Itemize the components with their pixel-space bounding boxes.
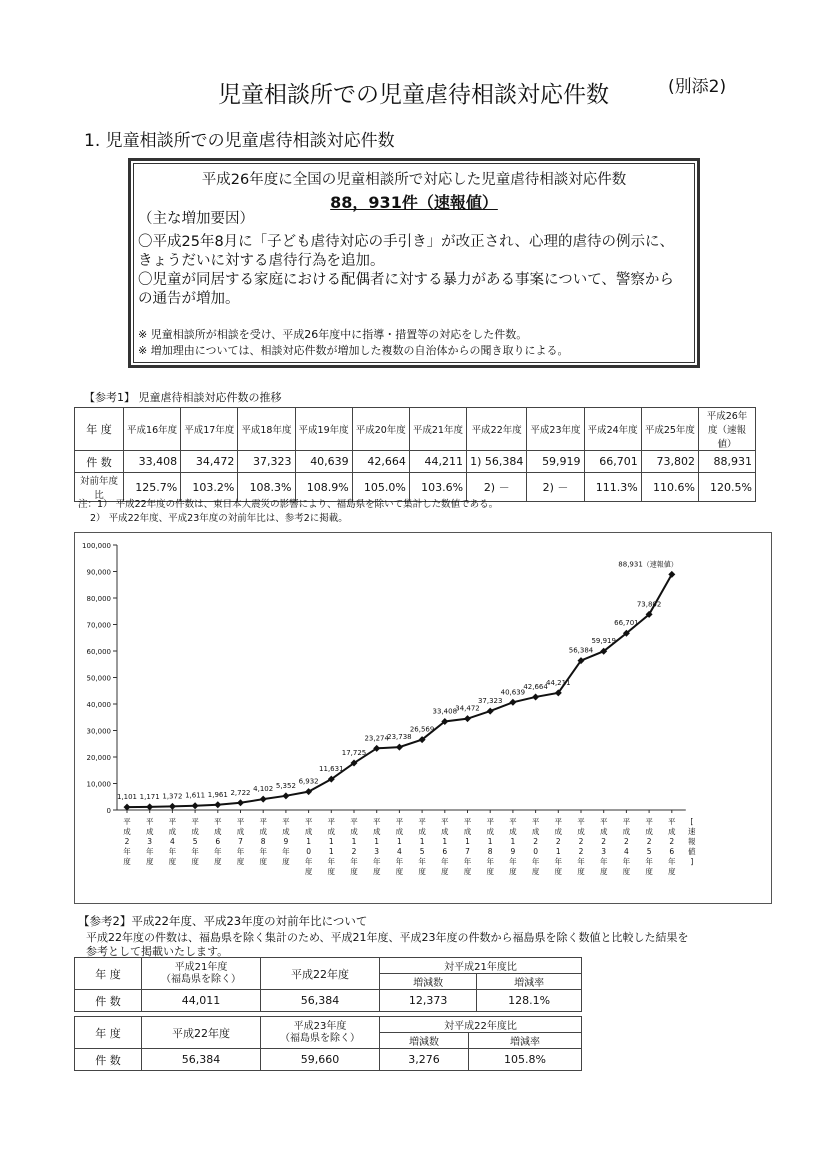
x-tick-label: 平成 1 4 年度 xyxy=(395,817,404,876)
table-cell: 40,639 xyxy=(295,451,352,473)
data-label: 6,932 xyxy=(298,777,319,786)
data-point xyxy=(260,796,267,803)
x-tick-label: 平成 1 0 年度 xyxy=(304,817,313,876)
y-tick-label: 90,000 xyxy=(86,568,111,577)
x-tick-label: 平成 9 年度 xyxy=(282,817,290,866)
x-tick-label: 平成 4 年度 xyxy=(168,817,177,866)
data-point xyxy=(487,708,494,715)
table-cell: 128.1% xyxy=(477,990,582,1012)
data-label: 42,664 xyxy=(523,682,548,691)
table-cell: 111.3% xyxy=(584,473,641,502)
table-header: 平成19年度 xyxy=(295,408,352,451)
table-header: 平成22年度 xyxy=(142,1017,261,1049)
data-point xyxy=(169,803,176,810)
ref2-text-1: 平成22年度の件数は、福島県を除く集計のため、平成21年度、平成23年度の件数から福島県を除く数値と比較した結果を xyxy=(86,931,689,944)
y-tick-label: 60,000 xyxy=(86,648,111,656)
table-cell: 108.3% xyxy=(238,473,295,502)
box-note-1: ※ 児童相談所が相談を受け、平成26年度中に指導・措置等の対応をした件数。 xyxy=(138,328,528,341)
x-tick-label: 平成 2 2 年度 xyxy=(577,817,585,876)
table-header: 増減数 xyxy=(380,974,477,990)
table-cell: 2) － xyxy=(527,473,584,502)
trend-table xyxy=(74,407,756,502)
table-row xyxy=(75,1017,582,1033)
data-label: 23,738 xyxy=(387,733,412,742)
data-point xyxy=(509,699,516,706)
table-cell: 59,919 xyxy=(527,451,584,473)
line-chart xyxy=(75,533,771,903)
y-tick-label: 80,000 xyxy=(86,595,111,603)
table-cell: 66,701 xyxy=(584,451,641,473)
data-label: 66,701 xyxy=(614,619,639,628)
data-label: 73,802 xyxy=(636,600,662,609)
table-cell: 110.6% xyxy=(641,473,698,502)
x-tick-label: 平成 1 9 年度 xyxy=(509,817,517,876)
table-header: 平成23年度 xyxy=(293,1020,347,1032)
x-tick-label: 平成 1 1 年度 xyxy=(327,817,336,876)
table-header: 平成22年度 xyxy=(467,408,527,451)
table-cell: 108.9% xyxy=(295,473,352,502)
table-cell: 105.0% xyxy=(352,473,409,502)
data-point xyxy=(464,715,471,722)
y-tick-label: 30,000 xyxy=(86,727,111,736)
summary-heading: 平成26年度に全国の児童相談所で対応した児童虐待相談対応件数 xyxy=(201,172,627,188)
data-point xyxy=(282,792,289,799)
table-cell: 12,373 xyxy=(380,990,477,1012)
data-label: 37,323 xyxy=(477,697,503,706)
table-header: 増減率 xyxy=(468,1033,581,1049)
table-cell: 56,384 xyxy=(142,1049,261,1071)
table-header: 平成21年度 xyxy=(409,408,466,451)
x-tick-label: 平成 2 年度 xyxy=(123,817,131,866)
table-row xyxy=(75,990,582,1012)
data-label: 33,408 xyxy=(432,707,458,716)
data-label: 88,931（速報値） xyxy=(618,560,678,569)
x-tick-extra: [速報値] xyxy=(688,817,696,866)
data-label: 34,472 xyxy=(455,704,480,713)
table-header: 平成17年度 xyxy=(181,408,238,451)
x-tick-label: 平成 2 1 年度 xyxy=(554,817,563,876)
table-header: （福島県を除く） xyxy=(161,973,241,985)
y-tick-label: 70,000 xyxy=(86,621,111,630)
series-line xyxy=(127,574,672,807)
table-header: 平成16年度 xyxy=(124,408,181,451)
table-cell: 34,472 xyxy=(181,451,238,473)
y-tick-label: 100,000 xyxy=(82,542,111,550)
ref1-title: 【参考1】 児童虐待相談対応件数の推移 xyxy=(84,391,282,404)
table-header: 増減数 xyxy=(380,1033,469,1049)
table-cell: 120.5% xyxy=(699,473,756,502)
x-tick-label: 平成 1 8 年度 xyxy=(486,817,494,876)
table-header: 平成26年度（速報値） xyxy=(699,408,756,451)
data-point xyxy=(192,802,199,809)
x-tick-label: 平成 2 4 年度 xyxy=(622,817,631,876)
row-label: 件 数 xyxy=(75,451,124,473)
table-cell: 105.8% xyxy=(468,1049,581,1071)
data-point xyxy=(214,801,221,808)
x-tick-label: 平成 1 2 年度 xyxy=(350,817,358,876)
table-cell: 59,660 xyxy=(261,1049,380,1071)
data-label: 26,569 xyxy=(409,725,435,734)
x-tick-label: 平成 3 年度 xyxy=(145,817,154,866)
table-header: 平成20年度 xyxy=(352,408,409,451)
data-label: 2,722 xyxy=(230,788,251,797)
data-label: 1,101 xyxy=(116,793,138,802)
table-header: 対平成21年度比 xyxy=(380,958,582,974)
data-label: 17,725 xyxy=(341,749,367,758)
table-cell: 44,011 xyxy=(142,990,261,1012)
table-header: 平成24年度 xyxy=(584,408,641,451)
table-row xyxy=(75,958,582,974)
x-tick-label: 平成 5 年度 xyxy=(191,817,199,866)
data-label: 1,611 xyxy=(185,791,206,800)
x-tick-label: 平成 2 5 年度 xyxy=(645,817,653,876)
x-tick-label: 平成 2 6 年度 xyxy=(668,817,676,876)
x-tick-label: 平成 1 6 年度 xyxy=(441,817,449,876)
row-label: 件 数 xyxy=(75,990,142,1012)
table-row xyxy=(75,1049,582,1071)
table-header: 平成22年度 xyxy=(261,958,380,990)
table-header: 平成23年度 xyxy=(527,408,584,451)
y-tick-label: 40,000 xyxy=(86,701,111,709)
table-cell: 2) － xyxy=(467,473,527,502)
summary-box xyxy=(128,158,700,368)
y-tick-label: 0 xyxy=(106,807,111,815)
data-point xyxy=(532,693,539,700)
y-tick-label: 20,000 xyxy=(86,754,111,762)
table-cell: 56,384 xyxy=(261,990,380,1012)
y-tick-label: 10,000 xyxy=(86,780,111,789)
table-cell: 73,802 xyxy=(641,451,698,473)
x-tick-label: 平成 1 5 年度 xyxy=(418,817,426,876)
summary-count: 88，931件（速報値） xyxy=(330,193,498,212)
table-cell: 44,211 xyxy=(409,451,466,473)
table-header: （福島県を除く） xyxy=(280,1032,360,1044)
data-label: 59,919 xyxy=(591,637,616,646)
data-label: 56,384 xyxy=(568,646,594,655)
table-cell: 33,408 xyxy=(124,451,181,473)
section-heading: 1. 児童相談所での児童虐待相談対応件数 xyxy=(84,131,395,151)
table-header: 平成21年度 xyxy=(174,961,228,973)
x-tick-label: 平成 1 3 年度 xyxy=(372,817,381,876)
ref2-title: 【参考2】平成22年度、平成23年度の対前年比について xyxy=(78,914,368,928)
table-cell: 103.2% xyxy=(181,473,238,502)
reasons-title: （主な増加要因） xyxy=(138,211,254,227)
table-header: 年 度 xyxy=(75,1017,142,1049)
x-tick-label: 平成 8 年度 xyxy=(259,817,267,866)
data-label: 5,352 xyxy=(275,781,296,790)
ref2-table-1 xyxy=(74,957,582,1012)
table-header: 年 度 xyxy=(75,408,124,451)
x-tick-label: 平成 2 0 年度 xyxy=(531,817,540,876)
table-cell: 125.7% xyxy=(124,473,181,502)
ref2-text-2: 参考として掲載いたします。 xyxy=(86,945,229,958)
data-label: 11,631 xyxy=(319,765,344,774)
attachment-label: (別添2) xyxy=(668,77,727,97)
page-title: 児童相談所での児童虐待相談対応件数 xyxy=(218,82,609,108)
row-label: 対前年度比 xyxy=(75,473,124,502)
table-cell: 3,276 xyxy=(380,1049,469,1071)
table-cell: 37,323 xyxy=(238,451,295,473)
data-point xyxy=(237,799,244,806)
table-header: 対平成22年度比 xyxy=(380,1017,582,1033)
table-note-2: 2） 平成22年度、平成23年度の対前年比は、参考2に掲載。 xyxy=(90,513,348,524)
row-label: 件 数 xyxy=(75,1049,142,1071)
table-cell: 103.6% xyxy=(409,473,466,502)
x-tick-label: 平成 2 3 年度 xyxy=(599,817,608,876)
data-label: 1,372 xyxy=(162,792,183,801)
reason-1: 〇平成25年8月に「子ども虐待対応の手引き」が改正され、心理的虐待の例示に、きょうだいに対する虐待行為を追加。 xyxy=(138,234,675,269)
table-header: 年 度 xyxy=(75,958,142,990)
table-cell: 1) 56,384 xyxy=(467,451,527,473)
table-header: 平成25年度 xyxy=(641,408,698,451)
data-label: 1,171 xyxy=(139,792,160,801)
table-cell: 42,664 xyxy=(352,451,409,473)
data-point xyxy=(396,744,403,751)
data-label: 1,961 xyxy=(207,790,228,799)
table-header: 増減率 xyxy=(477,974,582,990)
x-tick-label: 平成 7 年度 xyxy=(236,817,245,866)
table-cell: 88,931 xyxy=(699,451,756,473)
table-note-1: 注：1） 平成22年度の件数は、東日本大震災の影響により、福島県を除いて集計した数値である。 xyxy=(78,499,499,510)
data-label: 40,639 xyxy=(500,688,526,697)
data-label: 44,211 xyxy=(546,678,571,687)
data-point xyxy=(146,803,153,810)
data-label: 23,274 xyxy=(364,734,389,743)
reason-2: 〇児童が同居する家庭における配偶者に対する暴力がある事案について、警察からの通告が増加。 xyxy=(138,272,674,307)
box-note-2: ※ 増加理由については、相談対応件数が増加した複数の自治体からの聞き取りによる。 xyxy=(138,344,569,357)
x-tick-label: 平成 6 年度 xyxy=(214,817,222,866)
table-row xyxy=(75,451,756,473)
table-row xyxy=(75,408,756,451)
table-header: 平成18年度 xyxy=(238,408,295,451)
ref2-table-2 xyxy=(74,1016,582,1071)
chart-frame xyxy=(74,532,772,904)
data-label: 4,102 xyxy=(253,785,274,794)
y-tick-label: 50,000 xyxy=(86,674,111,683)
x-tick-label: 平成 1 7 年度 xyxy=(463,817,472,876)
